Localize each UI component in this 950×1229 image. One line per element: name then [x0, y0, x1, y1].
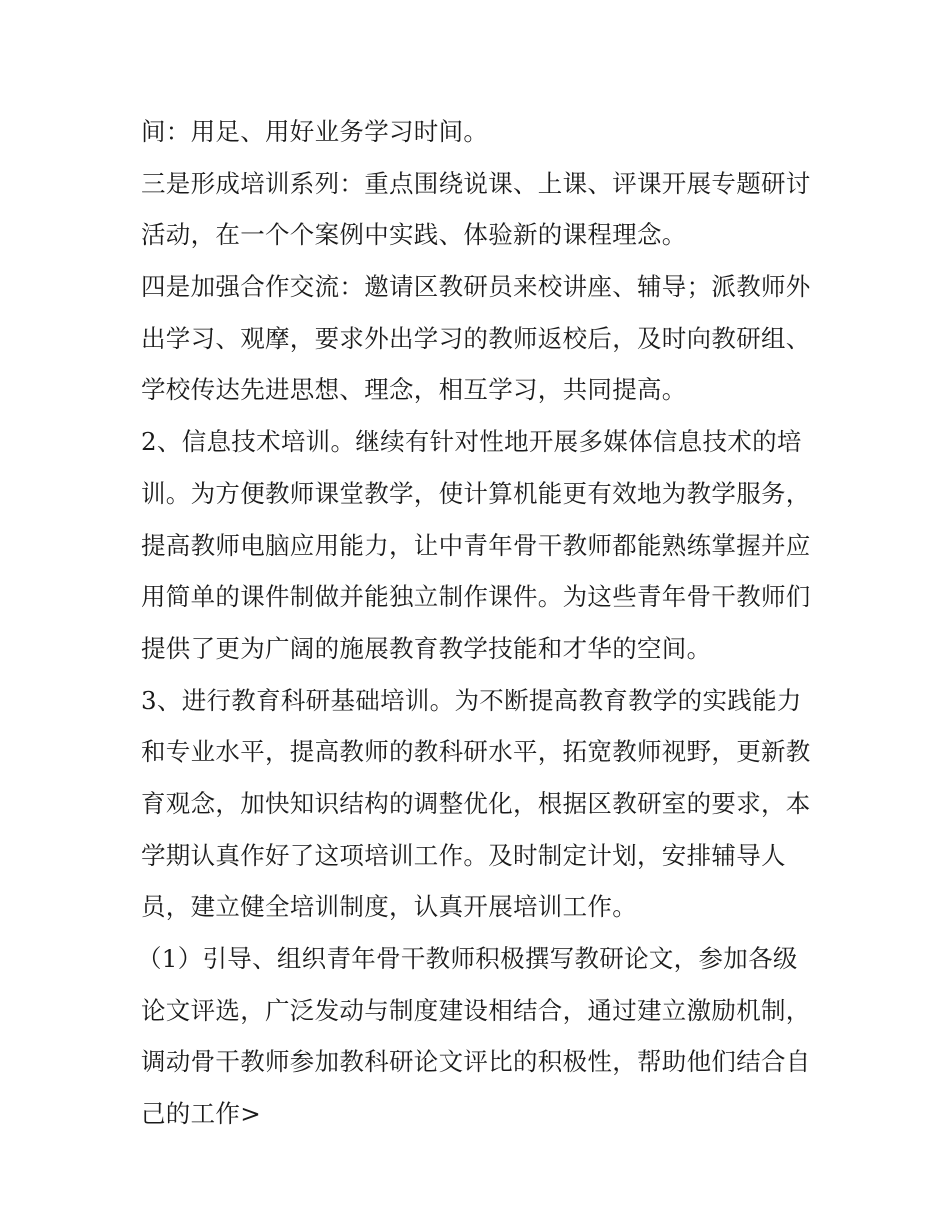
text-line-10: 用简单的课件制做并能独立制作课件。为这些青年骨干教师们 — [141, 582, 811, 612]
text-line-20: 己的工作> — [141, 1099, 262, 1129]
text-line-11: 提供了更为广阔的施展教育教学技能和才华的空间。 — [141, 633, 712, 663]
text-line-15: 学期认真作好了这项培训工作。及时制定计划，安排辅导人 — [141, 840, 786, 870]
text-line-7: 2、信息技术培训。继续有针对性地开展多媒体信息技术的培 — [141, 427, 802, 457]
text-line-1: 间：用足、用好业务学习时间。 — [141, 117, 489, 146]
text-line-8: 训。为方便教师课堂教学，使计算机能更有效地为教学服务， — [141, 478, 811, 508]
text-line-2: 三是形成培训系列：重点围绕说课、上课、评课开展专题研讨 — [141, 168, 811, 198]
text-line-13: 和专业水平，提高教师的教科研水平，拓宽教师视野，更新教 — [141, 737, 811, 767]
text-line-16: 员，建立健全培训制度，认真开展培训工作。 — [141, 892, 637, 922]
text-line-19: 调动骨干教师参加教科研论文评比的积极性，帮助他们结合自 — [141, 1047, 811, 1077]
text-line-17: （1）引导、组织青年骨干教师积极撰写教研论文，参加各级 — [137, 944, 798, 973]
text-line-3: 活动，在一个个案例中实践、体验新的课程理念。 — [141, 220, 687, 250]
text-line-6: 学校传达先进思想、理念，相互学习，共同提高。 — [141, 375, 687, 405]
text-line-18: 论文评选，广泛发动与制度建设相结合，通过建立激励机制， — [141, 995, 811, 1025]
text-line-14: 育观念，加快知识结构的调整优化，根据区教研室的要求，本 — [141, 788, 811, 818]
text-line-4: 四是加强合作交流：邀请区教研员来校讲座、辅导；派教师外 — [141, 272, 811, 302]
text-line-9: 提高教师电脑应用能力，让中青年骨干教师都能熟练掌握并应 — [141, 530, 811, 560]
document-body — [137, 106, 821, 1140]
text-line-12: 3、进行教育科研基础培训。为不断提高教育教学的实践能力 — [141, 685, 802, 715]
text-line-5: 出学习、观摩，要求外出学习的教师返校后，及时向教研组、 — [141, 323, 811, 353]
